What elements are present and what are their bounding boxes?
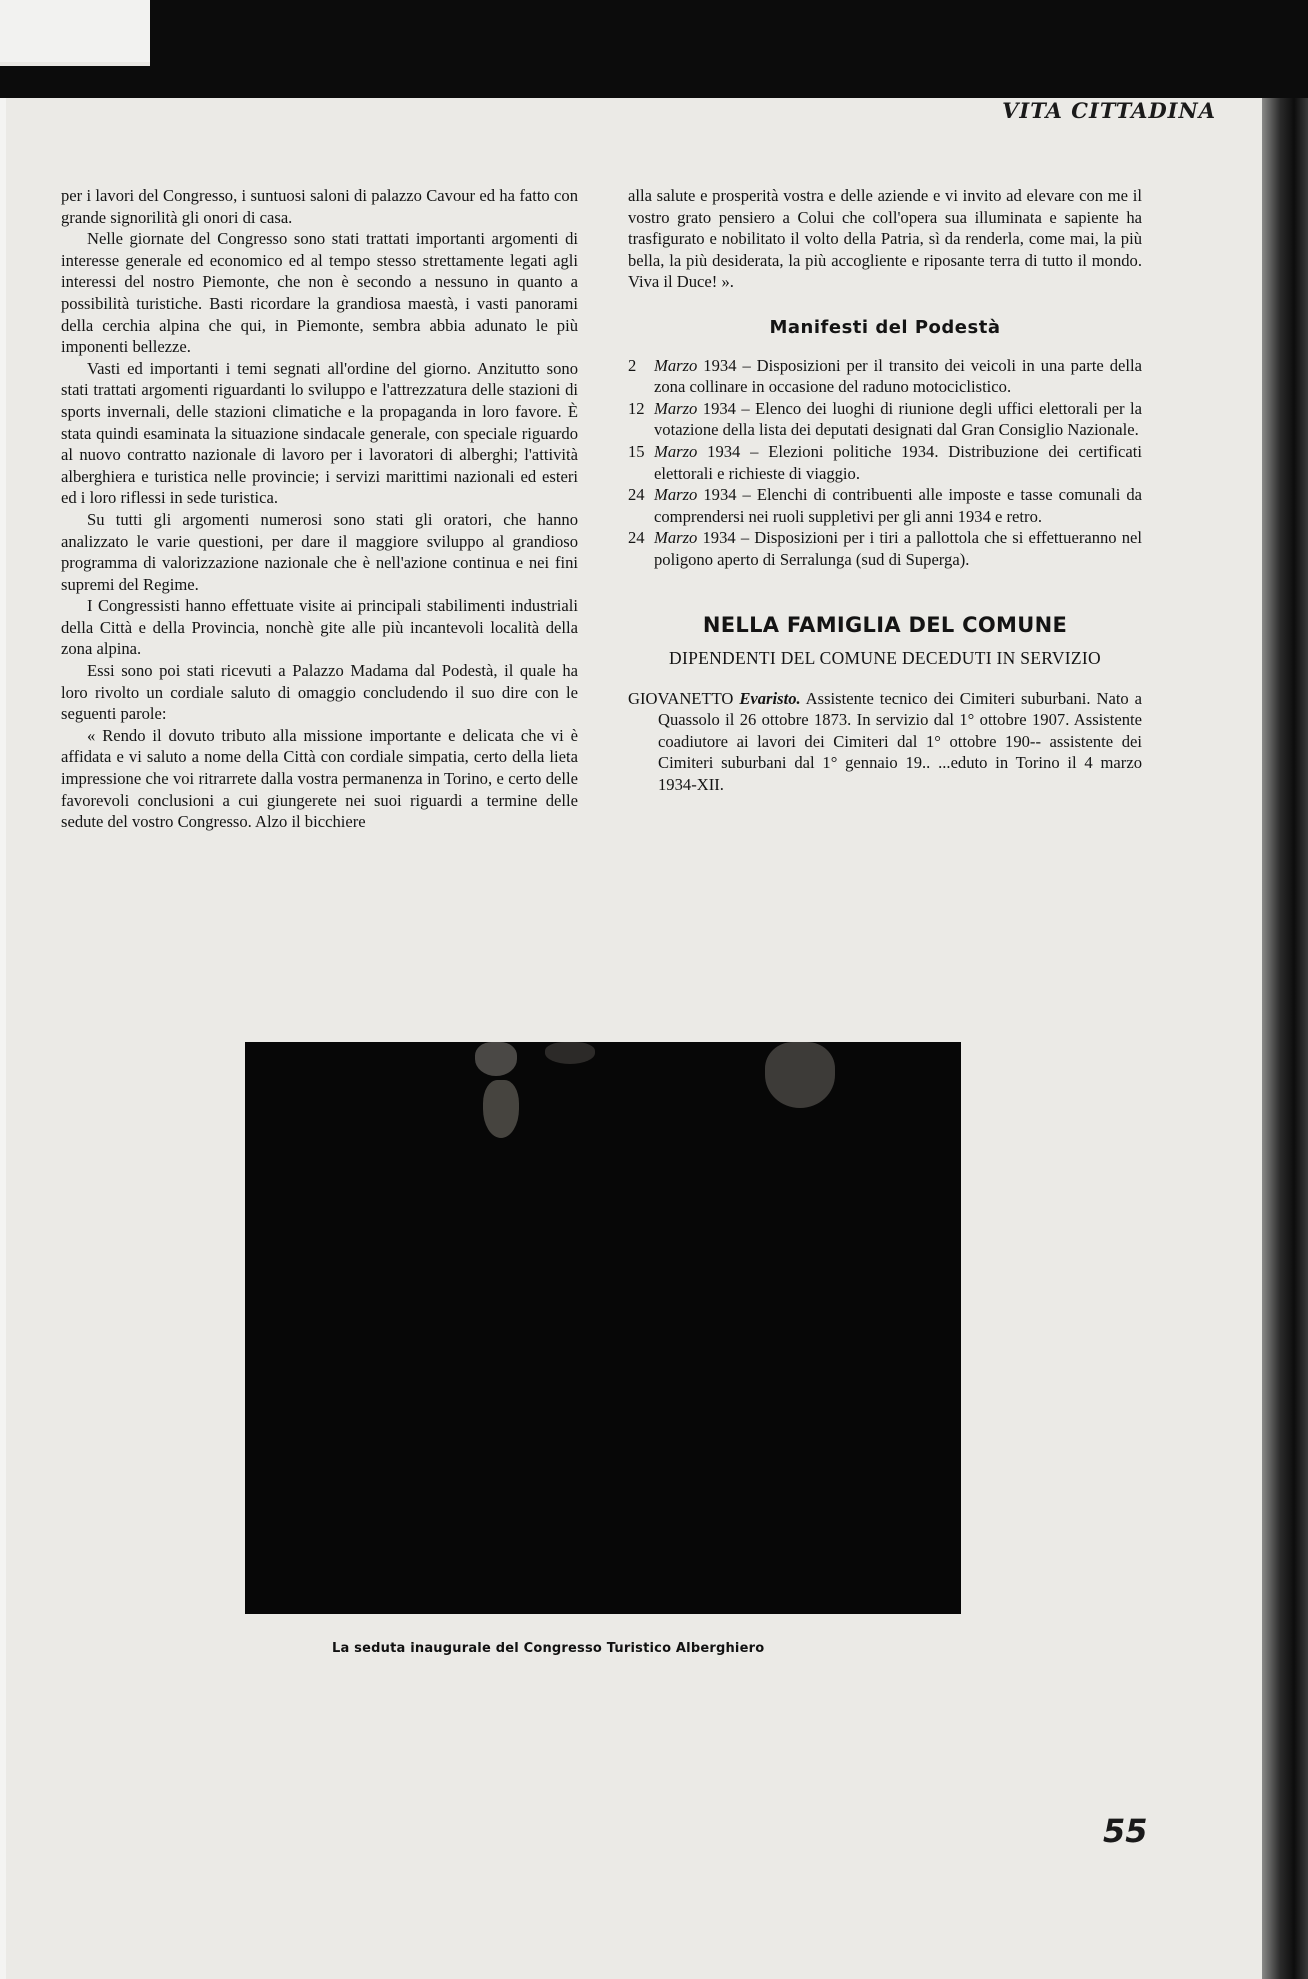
- right-column: [628, 185, 1142, 796]
- decree-month: Marzo: [654, 441, 698, 461]
- paragraph: I Congressisti hanno effettuate visite ai principali stabilimenti industriali della Città e della Provincia, nonchè gite alle più incantevoli località della zona alpina.: [61, 596, 578, 659]
- list-item: [628, 484, 1142, 527]
- list-item: [628, 355, 1142, 398]
- paragraph: Su tutti gli argomenti numerosi sono stati gli oratori, che hanno analizzato le varie questioni, per dare il maggiore sviluppo al grandioso programma di valorizzazione nazionale che è nell'azione continua e nei fini supremi del Regime.: [61, 509, 578, 594]
- decree-text: [654, 398, 1142, 441]
- paragraph: per i lavori del Congresso, i suntuosi saloni di palazzo Cavour ed ha fatto con grande signorilità gli onori di casa.: [61, 186, 578, 227]
- famiglia-title: NELLA FAMIGLIA DEL COMUNE: [702, 612, 1068, 637]
- top-dark-band: [0, 0, 1308, 98]
- decree-day: 24: [628, 528, 645, 548]
- photo-detail: [765, 1042, 835, 1108]
- photo-detail: [483, 1080, 519, 1138]
- photo-detail: [545, 1042, 595, 1064]
- paragraph: « Rendo il dovuto tributo alla missione importante e delicata che vi è affidata e vi saluto a nome della Città con cordiale simpatia, certo della lieta impressione che voi ritrarrete dalla vostra permanenza in Torino, e certo delle favorevoli conclusioni a cui giungerete nei suoi riguardi a termine delle sedute del vostro Congresso. Alzo il bicchiere: [61, 725, 578, 832]
- manifesti-heading: Manifesti del Podestà: [769, 316, 1001, 338]
- decree-year: 1934: [703, 485, 737, 505]
- decree-year: 1934: [702, 398, 736, 418]
- decree-body: – Elezioni politiche 1934. Distribuzione dei certificati elettorali e richieste di viaggio.: [654, 441, 1142, 483]
- decree-day: 2: [628, 355, 637, 375]
- list-item: [628, 527, 1142, 570]
- obituary-first-name: Evaristo.: [739, 688, 801, 708]
- decree-text: [654, 355, 1142, 398]
- manifesti-list: [628, 355, 1142, 571]
- decree-day: 24: [628, 485, 645, 505]
- decree-day: 15: [628, 441, 645, 461]
- page-number: 55: [1103, 1812, 1148, 1850]
- photo-detail: [475, 1042, 517, 1076]
- obituary-entry: [628, 688, 1142, 796]
- decree-text: [654, 441, 1142, 484]
- decree-year: 1934: [702, 528, 736, 548]
- decree-day: 12: [628, 398, 645, 418]
- paragraph: Vasti ed importanti i temi segnati all'ordine del giorno. Anzitutto sono stati trattati argomenti riguardanti lo sviluppo e l'attrezzatura delle stazioni di sports invernali, delle stazioni climatiche e la propaganda in loro favore. È stata quindi esaminata la situazione sindacale generale, con speciale riguardo al nuovo contratto nazionale di lavoro per i lavoratori di alberghi; l'attività alberghiera e turistica nelle provincie; i servizi marittimi nazionali ed esteri ed i loro riflessi in sede turistica.: [61, 358, 578, 508]
- decree-month: Marzo: [654, 398, 698, 418]
- right-scan-edge: [1262, 98, 1308, 1979]
- paragraph: Essi sono poi stati ricevuti a Palazzo Madama dal Podestà, il quale ha loro rivolto un cordiale saluto di omaggio concludendo il suo dire con le seguenti parole:: [61, 661, 578, 724]
- obituary-surname: GIOVANETTO: [628, 688, 734, 708]
- decree-month: Marzo: [654, 355, 698, 375]
- photo-congress-session: [245, 1042, 961, 1614]
- decree-month: Marzo: [654, 485, 698, 505]
- top-left-notch: [0, 0, 150, 66]
- decree-body: – Elenco dei luoghi di riunione degli uffici elettorali per la votazione della lista dei deputati designati dal Gran Consiglio Nazionale.: [654, 398, 1142, 440]
- decree-body: – Elenchi di contribuenti alle imposte e tasse comunali da comprendersi nei ruoli suppletivi per gli anni 1934 e retro.: [654, 485, 1143, 526]
- decree-month: Marzo: [654, 528, 698, 548]
- left-column: [61, 185, 578, 833]
- famiglia-subtitle: DIPENDENTI DEL COMUNE DECEDUTI IN SERVIZIO: [669, 648, 1101, 669]
- photo-caption: La seduta inaugurale del Congresso Turistico Alberghiero: [332, 1641, 765, 1656]
- list-item: [628, 398, 1142, 441]
- decree-text: [654, 484, 1142, 527]
- decree-year: 1934: [703, 355, 737, 375]
- paragraph-continuation: alla salute e prosperità vostra e delle aziende e vi invito ad elevare con me il vostro grato pensiero a Colui che coll'opera sua illuminata e sapiente ha trasfigurato e nobilitato il volto della Patria, sì da renderla, come mai, la più bella, la più desiderata, la più accogliente e riposante terra di tutto il mondo. Viva il Duce! ».: [628, 186, 1142, 292]
- obituary-text: Assistente tecnico dei Cimiteri suburbani. Nato a Quassolo il 26 ottobre 1873. In servizio dal 1° ottobre 1907. Assistente coadiutore ai lavori dei Cimiteri dal 1° ottobre 190-- assistente dei Cimiteri suburbani dal 1° gennaio 19.. ...eduto in Torino il 4 marzo 1934-XII.: [658, 688, 1143, 795]
- section-header: VITA CITTADINA: [1002, 98, 1216, 123]
- decree-body: – Disposizioni per i tiri a pallottola che si effettueranno nel poligono aperto di Serralunga (sud di Superga).: [654, 528, 1142, 569]
- decree-body: – Disposizioni per il transito dei veicoli in una parte della zona collinare in occasione del raduno motociclistico.: [654, 355, 1142, 397]
- decree-year: 1934: [707, 441, 741, 461]
- list-item: [628, 441, 1142, 484]
- decree-text: [654, 527, 1142, 570]
- paragraph: Nelle giornate del Congresso sono stati trattati importanti argomenti di interesse generale ed economico ed al tempo stesso strettamente legati agli interessi del nostro Piemonte, che non è secondo a nessuno in quanto a possibilità turistiche. Basti ricordare la grandiosa maestà, i vasti panorami della cerchia alpina che qui, in Piemonte, sembra abbia adunato le più imponenti bellezze.: [61, 229, 578, 357]
